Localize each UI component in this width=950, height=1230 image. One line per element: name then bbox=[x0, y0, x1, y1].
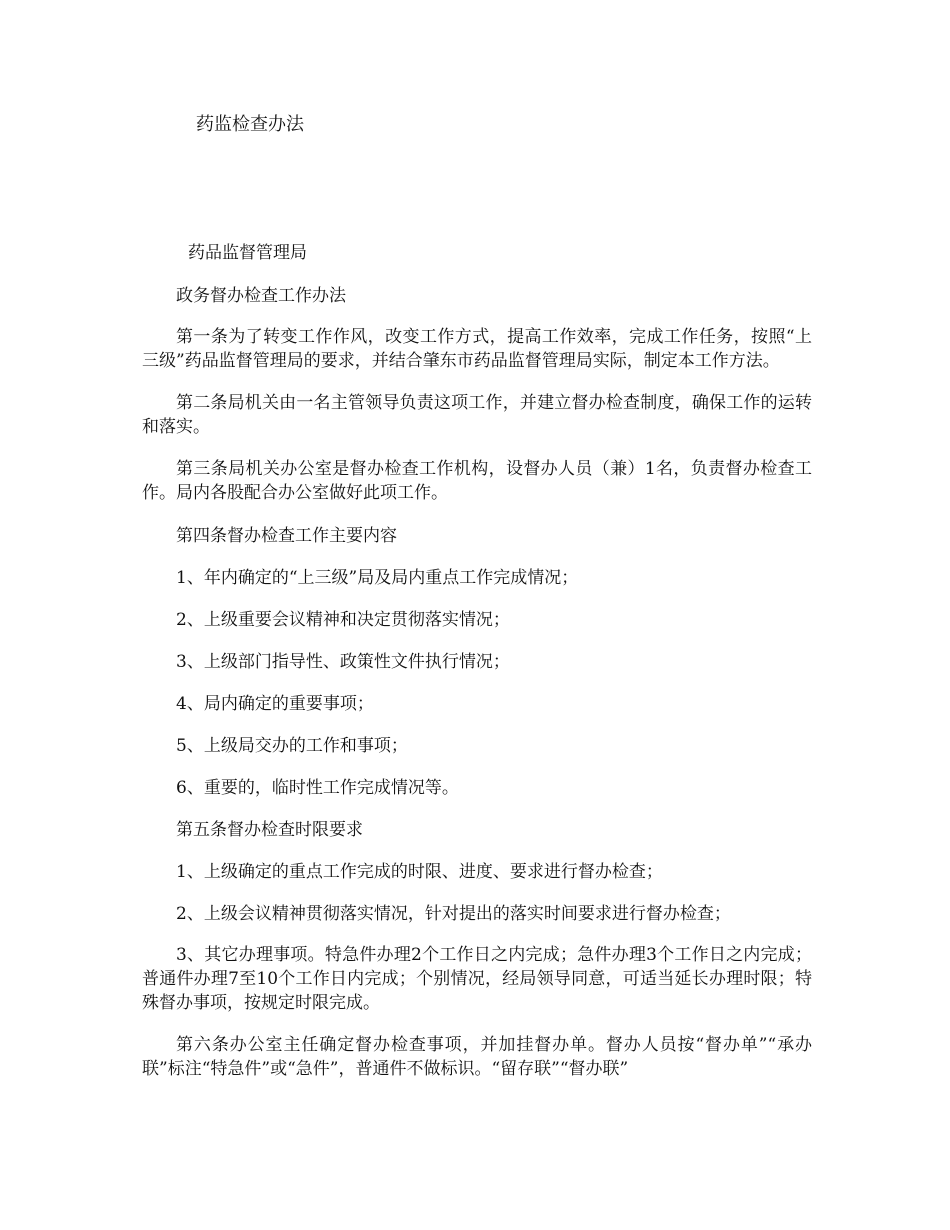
organization-name: 药品监督管理局 bbox=[188, 243, 307, 263]
document-title: 药监检查办法 bbox=[196, 114, 304, 135]
article-heading: 第四条督办检查工作主要内容 bbox=[176, 526, 397, 546]
article-heading: 第五条督办检查时限要求 bbox=[176, 820, 363, 840]
list-item: 1、上级确定的重点工作完成的时限、进度、要求进行督办检查； bbox=[176, 862, 663, 882]
list-item: 3、其它办理事项。特急件办理2个工作日之内完成；急件办理3个工作日之内完成；普通件办理7至10个工作日内完成；个别情况，经局领导同意，可适当延长办理时限；特殊督办事项，按规定时限完成。 bbox=[142, 945, 812, 1013]
list-item: 1、年内确定的“上三级”局及局内重点工作完成情况； bbox=[176, 568, 579, 588]
article-paragraph: 第六条办公室主任确定督办检查事项，并加挂督办单。督办人员按“督办单”“承办联”标注“特急件”或“急件”，普通件不做标识。“留存联”“督办联” bbox=[142, 1035, 812, 1079]
document-body bbox=[142, 283, 812, 1099]
list-item: 4、局内确定的重要事项； bbox=[176, 694, 374, 714]
article-paragraph: 第一条为了转变工作作风，改变工作方式，提高工作效率，完成工作任务，按照“上三级”药品监督管理局的要求，并结合肇东市药品监督管理局实际，制定本工作方法。 bbox=[142, 327, 812, 371]
list-item: 3、上级部门指导性、政策性文件执行情况； bbox=[176, 652, 510, 672]
list-item: 2、上级重要会议精神和决定贯彻落实情况； bbox=[176, 610, 510, 630]
article-paragraph: 第三条局机关办公室是督办检查工作机构，设督办人员（兼）1名，负责督办检查工作。局内各股配合办公室做好此项工作。 bbox=[142, 459, 812, 503]
list-item: 5、上级局交办的工作和事项； bbox=[176, 736, 408, 756]
article-paragraph: 第二条局机关由一名主管领导负责这项工作，并建立督办检查制度，确保工作的运转和落实。 bbox=[142, 393, 812, 437]
list-item: 6、重要的，临时性工作完成情况等。 bbox=[176, 778, 459, 798]
list-item: 2、上级会议精神贯彻落实情况，针对提出的落实时间要求进行督办检查； bbox=[176, 904, 731, 924]
section-heading: 政务督办检查工作办法 bbox=[176, 286, 346, 306]
